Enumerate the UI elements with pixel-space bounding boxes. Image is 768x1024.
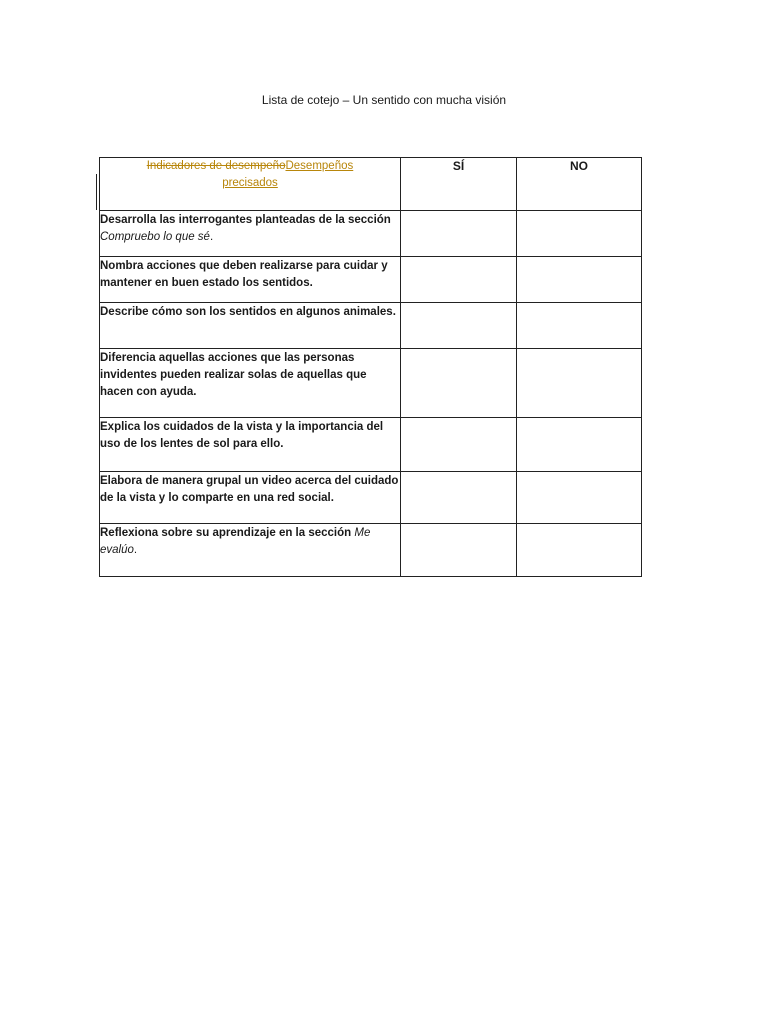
no-cell[interactable] bbox=[517, 349, 642, 418]
table-row bbox=[100, 211, 642, 257]
table-row bbox=[100, 349, 642, 418]
indicator-emphasis: Me evalúo bbox=[100, 527, 371, 556]
yes-cell[interactable] bbox=[401, 257, 517, 303]
indicator-cell bbox=[100, 524, 401, 577]
indicator-cell bbox=[100, 472, 401, 524]
table-row bbox=[100, 524, 642, 577]
checklist-table bbox=[99, 157, 642, 577]
no-cell[interactable] bbox=[517, 257, 642, 303]
yes-cell[interactable] bbox=[401, 472, 517, 524]
table-row bbox=[100, 303, 642, 349]
yes-cell[interactable] bbox=[401, 349, 517, 418]
indicator-cell bbox=[100, 211, 401, 257]
inserted-header-text: Desempeños bbox=[285, 160, 354, 172]
no-cell[interactable] bbox=[517, 303, 642, 349]
yes-header: SÍ bbox=[401, 158, 517, 211]
header-row bbox=[100, 158, 642, 211]
indicator-text: Desarrolla las interrogantes planteadas de la sección bbox=[100, 214, 391, 226]
table-row bbox=[100, 418, 642, 472]
indicator-text: Elabora de manera grupal un video acerca del cuidado de la vista y lo comparte en una red social. bbox=[100, 475, 399, 504]
indicator-cell bbox=[100, 303, 401, 349]
yes-cell[interactable] bbox=[401, 418, 517, 472]
indicator-cell bbox=[100, 349, 401, 418]
indicators-header bbox=[100, 158, 401, 211]
indicator-text: Nombra acciones que deben realizarse para cuidar y mantener en buen estado los sentidos. bbox=[100, 260, 388, 289]
indicator-text: Explica los cuidados de la vista y la importancia del uso de los lentes de sol para ello. bbox=[100, 421, 384, 450]
indicator-suffix: . bbox=[209, 231, 214, 243]
indicator-cell bbox=[100, 257, 401, 303]
indicator-text: Describe cómo son los sentidos en algunos animales. bbox=[100, 306, 396, 318]
no-header: NO bbox=[517, 158, 642, 211]
no-cell[interactable] bbox=[517, 524, 642, 577]
indicator-emphasis: Compruebo lo que sé bbox=[100, 231, 210, 243]
table-left-marker bbox=[96, 174, 97, 210]
no-cell[interactable] bbox=[517, 472, 642, 524]
yes-cell[interactable] bbox=[401, 524, 517, 577]
inserted-header-text-line2: precisados bbox=[222, 177, 278, 189]
yes-cell[interactable] bbox=[401, 303, 517, 349]
indicator-text: Diferencia aquellas acciones que las personas invidentes pueden realizar solas de aquellas que hacen con ayuda. bbox=[100, 352, 367, 398]
indicator-cell bbox=[100, 418, 401, 472]
deleted-header-text: Indicadores de desempeño bbox=[146, 160, 286, 172]
document-title: Lista de cotejo – Un sentido con mucha visión bbox=[261, 93, 507, 107]
checklist-body bbox=[100, 211, 642, 577]
indicator-text: Reflexiona sobre su aprendizaje en la sección bbox=[100, 527, 355, 539]
no-cell[interactable] bbox=[517, 211, 642, 257]
indicator-suffix: . bbox=[133, 544, 138, 556]
table-row bbox=[100, 257, 642, 303]
table-row bbox=[100, 472, 642, 524]
yes-cell[interactable] bbox=[401, 211, 517, 257]
no-cell[interactable] bbox=[517, 418, 642, 472]
